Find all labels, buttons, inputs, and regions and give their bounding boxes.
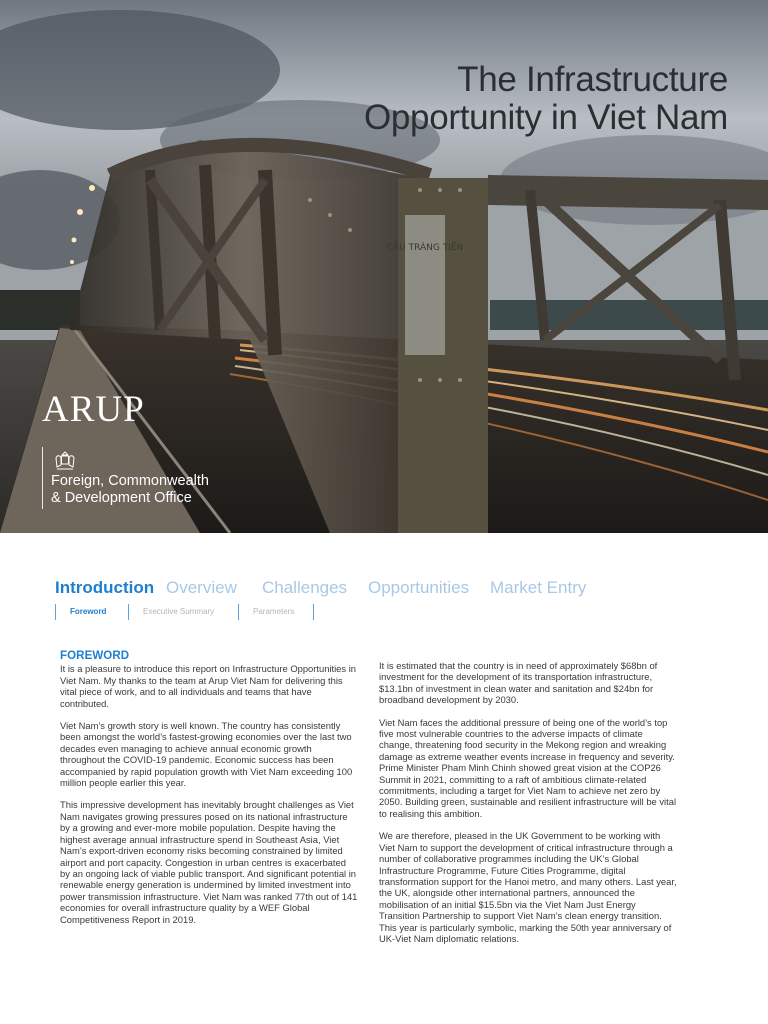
subtab-parameters[interactable]: Parameters bbox=[238, 604, 294, 620]
arup-logo: ARUP bbox=[42, 389, 145, 430]
tab-market-entry[interactable]: Market Entry bbox=[490, 578, 587, 597]
fcdo-name bbox=[51, 473, 251, 507]
right-column bbox=[379, 660, 677, 955]
tab-introduction[interactable]: Introduction bbox=[55, 578, 155, 597]
subtab-foreword[interactable]: Foreword bbox=[55, 604, 106, 620]
subnav-divider bbox=[313, 604, 314, 620]
title-line-1: The Infrastructure bbox=[457, 60, 728, 100]
left-column bbox=[60, 651, 358, 936]
paragraph: Viet Nam’s growth story is well known. The country has consistently been amongst the world’s fastest-growing economies over the last two decades even managing to achieve annual economic growth throughout the COVID-19 pandemic. Economic success has been accompanied by rapid population growth with Viet Nam exceeding 100 million people earlier this year. bbox=[60, 720, 353, 789]
paragraph: We are therefore, pleased in the UK Government to be working with Viet Nam to support the development of critical infrastructure through a number of collaborative programmes including the UK’s Global Infrastructure Programme, Future Cities Programme, digital transformation support for the Hanoi metro, and many others. Last year, the UK, alongside other international partners, announced the mobilisation of an initial $15.5bn via the Viet Nam Just Energy Transition Partnership to support Viet Nam’s clean energy transition. This year is particularly symbolic, marking the 50th year anniversary of UK-Viet Nam diplomatic relations. bbox=[379, 830, 677, 944]
paragraph: This impressive development has inevitably brought challenges as Viet Nam navigates growing pressures posed on its national infrastructure by a growing and ever-more mobile population. Despite having the highest average annual infrastructure spend in Southeast Asia, Viet Nam’s export-driven economy risks becoming constrained by limited airport and port capacity. Congestion in urban centres is exacerbated by an ongoing lack of viable public transport. And significant potential in renewable energy generation is undermined by limited investment into power transmission infrastructure. Viet Nam was ranked 77th out of 141 economies for overall infrastructure quality by a WEF Global Competitiveness Report in 2019. bbox=[60, 799, 358, 925]
fcdo-line-2: & Development Office bbox=[51, 490, 192, 506]
paragraph: Viet Nam faces the additional pressure of being one of the world’s top five most vulnerable countries to the adverse impacts of climate change, threatening food security in the Mekong region and wreaking damage as extreme weather events increase in frequency and severity. Prime Minister Pham Minh Chinh showed great vision at the COP26 Summit in 2021, committing to a raft of ambitious climate-related commitments, including a target for Viet Nam to achieve net zero by 2050. Building green, sustainable and resilient infrastructure will be vital to realising this ambition. bbox=[379, 716, 677, 819]
title-line-2: Opportunity in Viet Nam bbox=[363, 98, 728, 138]
section-heading: FOREWORD bbox=[60, 650, 130, 662]
bridge-plaque-text: CẦU TRÀNG TIỀN bbox=[386, 243, 464, 253]
paragraph: It is a pleasure to introduce this report on Infrastructure Opportunities in Viet Nam. My thanks to the team at Arup Viet Nam for delivering this vital piece of work, and to all individuals and teams that have contributed. bbox=[60, 663, 356, 709]
subtab-executive-summary[interactable]: Executive Summary bbox=[128, 604, 214, 620]
tab-opportunities[interactable]: Opportunities bbox=[368, 578, 470, 597]
royal-coat-of-arms-icon bbox=[53, 449, 77, 471]
fcdo-line-1: Foreign, Commonwealth bbox=[51, 473, 209, 489]
tab-challenges[interactable]: Challenges bbox=[262, 578, 348, 597]
tab-overview[interactable]: Overview bbox=[166, 578, 237, 597]
page-title bbox=[364, 61, 728, 137]
paragraph: It is estimated that the country is in need of approximately $68bn of investment for the development of its transportation infrastructure, $13.1bn of investment in clean water and sanitation and $24bn for broadband development by 2030. bbox=[379, 660, 658, 706]
fcdo-logo bbox=[42, 447, 209, 509]
